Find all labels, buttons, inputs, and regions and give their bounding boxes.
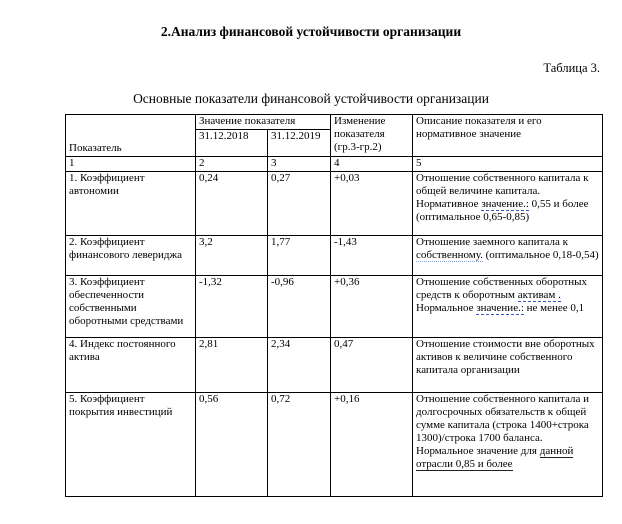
- table-row: [66, 338, 603, 393]
- value-2019-cell: -0,96: [268, 276, 331, 338]
- change-cell: +0,16: [331, 393, 413, 497]
- header-date-2018: 31.12.2018: [196, 130, 268, 157]
- description-text: Отношение заемного капитала к: [416, 236, 568, 248]
- header-change: Изменение показателя (гр.3-гр.2): [331, 115, 413, 157]
- change-cell: 0,47: [331, 338, 413, 393]
- description-cell: [413, 236, 603, 276]
- column-numbering-row: [66, 157, 603, 172]
- description-cell: [413, 338, 603, 393]
- description-text: 0,55 и более (оптимальное 0,65-0,85): [416, 198, 589, 223]
- description-text-marked: активам .: [517, 289, 561, 301]
- column-number: 4: [331, 157, 413, 172]
- column-number: 3: [268, 157, 331, 172]
- description-cell: [413, 276, 603, 338]
- description-cell: [413, 172, 603, 236]
- header-value-group: Значение показателя: [196, 115, 331, 130]
- description-text-marked: собственному.: [416, 249, 483, 261]
- financial-stability-table: [65, 114, 603, 497]
- table-row: [66, 236, 603, 276]
- change-cell: -1,43: [331, 236, 413, 276]
- indicator-cell: 1. Коэффициент автономии: [66, 172, 196, 236]
- description-text: Отношение стоимости вне оборотных активов к величине собственного капитала организации: [416, 338, 595, 376]
- indicator-cell: 4. Индекс постоянного актива: [66, 338, 196, 393]
- header-indicator: Показатель: [66, 115, 196, 157]
- table-row: [66, 393, 603, 497]
- table-caption: Таблица 3.: [543, 61, 600, 75]
- value-2018-cell: -1,32: [196, 276, 268, 338]
- table-header-row-1: [66, 115, 603, 130]
- value-2018-cell: 2,81: [196, 338, 268, 393]
- description-cell: [413, 393, 603, 497]
- value-2019-cell: 0,72: [268, 393, 331, 497]
- page-title: 2.Анализ финансовой устойчивости организации: [160, 24, 462, 39]
- value-2018-cell: 0,24: [196, 172, 268, 236]
- description-text-marked: значение.:: [481, 198, 529, 210]
- column-number: 5: [413, 157, 603, 172]
- description-text: Отношение собственного капитала к общей величине капитала. Нормативное: [416, 172, 589, 210]
- header-description: Описание показателя и его нормативное значение: [413, 115, 603, 157]
- description-text-marked: значение.:: [476, 302, 524, 314]
- description-text: Отношение собственного капитала и долгосрочных обязательств к общей сумме капитала (строка 1400+строка 1300)/строка 1700 баланса. Нормальное значение для: [416, 393, 589, 457]
- indicator-cell: 3. Коэффициент обеспеченности собственными оборотными средствами: [66, 276, 196, 338]
- value-2019-cell: 2,34: [268, 338, 331, 393]
- value-2018-cell: 3,2: [196, 236, 268, 276]
- description-text: (оптимальное 0,18-0,54): [482, 249, 599, 261]
- table-row: [66, 172, 603, 236]
- value-2019-cell: 1,77: [268, 236, 331, 276]
- change-cell: +0,03: [331, 172, 413, 236]
- description-text: не менее 0,1: [523, 302, 585, 314]
- description-text-marked: данной отрасли 0,85 и более: [416, 445, 574, 470]
- indicator-cell: 5. Коэффициент покрытия инвестиций: [66, 393, 196, 497]
- description-text: Нормальное: [416, 302, 477, 314]
- table-row: [66, 276, 603, 338]
- column-number: 2: [196, 157, 268, 172]
- description-text: Отношение собственных оборотных средств к оборотным: [416, 276, 588, 301]
- indicator-cell: 2. Коэффициент финансового левериджа: [66, 236, 196, 276]
- value-2019-cell: 0,27: [268, 172, 331, 236]
- table-title: Основные показатели финансовой устойчивости организации: [133, 91, 489, 106]
- value-2018-cell: 0,56: [196, 393, 268, 497]
- header-date-2019: 31.12.2019: [268, 130, 331, 157]
- change-cell: +0,36: [331, 276, 413, 338]
- column-number: 1: [66, 157, 196, 172]
